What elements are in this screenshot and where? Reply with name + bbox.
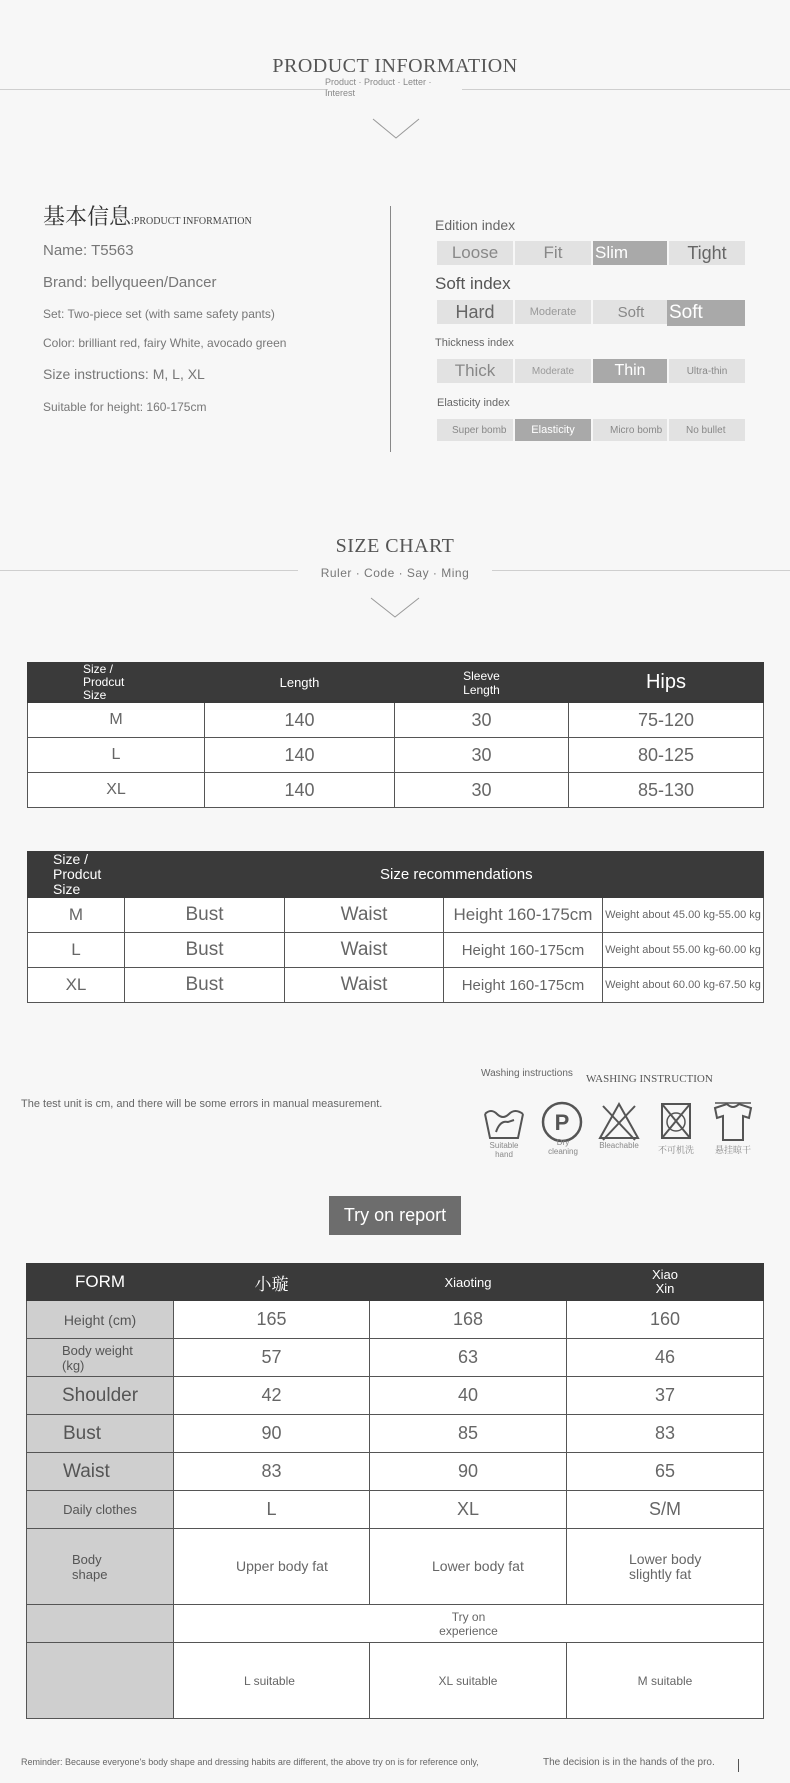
thickness-option-moderate: Moderate [515,359,591,383]
size-header: Size / Prodcut Size [28,852,125,898]
weight-cell: Weight about 55.00 kg-60.00 kg [603,933,764,968]
table-row [28,968,764,1003]
waist-label: Waist [27,1453,174,1491]
chevron-down-icon [370,597,420,619]
daily-clothes-value: XL [370,1491,567,1529]
weight-cell: Weight about 45.00 kg-55.00 kg [603,898,764,933]
height-cell: Height 160-175cm [444,933,603,968]
soft-option-soft: Soft [593,300,669,324]
elasticity-index-label: Elasticity index [437,397,510,409]
thickness-index-label: Thickness index [435,337,514,349]
elasticity-option-no-bullet: No bullet [669,419,745,441]
product-size: Size instructions: M, L, XL [43,366,205,382]
size-chart-subtitle: Ruler · Code · Say · Ming [320,566,470,580]
elasticity-option-micro-bomb: Micro bomb [593,419,667,441]
bust-cell: Bust [125,898,285,933]
model-2-header: Xiaoting [370,1264,567,1301]
info-divider [390,206,391,452]
sleeve-cell: 30 [395,773,569,808]
edition-index-label: Edition index [435,217,516,233]
bust-value: 85 [370,1415,567,1453]
table-row [28,703,764,738]
model-3-header: Xiao Xin [567,1264,764,1301]
experience-result-label-empty [27,1643,174,1719]
bust-cell: Bust [125,933,285,968]
washing-label-small: Washing instructions [481,1068,573,1079]
table-row [28,898,764,933]
length-header: Length [205,663,395,703]
edition-option-slim: Slim [593,241,667,265]
sleeve-length-header: Sleeve Length [395,663,569,703]
try-on-table [26,1263,764,1719]
size-chart-table [27,662,764,808]
soft-index-label: Soft index [435,274,511,293]
height-value: 160 [567,1301,764,1339]
height-label: Height (cm) [27,1301,174,1339]
basic-info-heading [43,200,252,231]
table-row [28,933,764,968]
size-recommendations-header: Size recommendations [125,852,764,898]
hand-wash-icon [482,1100,526,1144]
table-row [27,1453,764,1491]
table-row [27,1415,764,1453]
shoulder-value: 40 [370,1377,567,1415]
product-name: Name: T5563 [43,242,134,259]
weight-value: 63 [370,1339,567,1377]
length-cell: 140 [205,703,395,738]
height-value: 168 [370,1301,567,1339]
hang-dry-caption: 悬挂晾干 [714,1145,751,1155]
body-shape-value: Upper body fat [174,1529,370,1605]
experience-value: L suitable [174,1643,370,1719]
footer-mark [738,1759,739,1772]
table-row [28,773,764,808]
measurement-note: The test unit is cm, and there will be some errors in manual measurement. [21,1098,383,1110]
body-shape-value: Lower body slightly fat [567,1529,764,1605]
waist-value: 90 [370,1453,567,1491]
height-value: 165 [174,1301,370,1339]
bust-label: Bust [27,1415,174,1453]
washing-label-big: WASHING INSTRUCTION [586,1073,713,1085]
experience-label-empty [27,1605,174,1643]
size-header: Size / Prodcut Size [28,663,205,703]
length-cell: 140 [205,738,395,773]
bust-value: 83 [567,1415,764,1453]
size-chart-title: SIZE CHART [335,535,455,557]
table-row [27,1339,764,1377]
try-on-report-button: Try on report [329,1196,461,1235]
waist-value: 83 [174,1453,370,1491]
shoulder-label: Shoulder [27,1377,174,1415]
hips-cell: 85-130 [569,773,764,808]
size-cell: L [28,738,205,773]
product-color: Color: brilliant red, fairy White, avocado green [43,336,287,350]
experience-value: XL suitable [370,1643,567,1719]
product-info-title: PRODUCT INFORMATION [272,55,518,77]
footer-reminder: Reminder: Because everyone's body shape and dressing habits are different, the above try on is for reference only, [21,1757,479,1767]
product-set: Set: Two-piece set (with same safety pants) [43,307,275,321]
table-row [27,1377,764,1415]
hand-wash-caption: Suitable hand [489,1141,519,1159]
waist-value: 65 [567,1453,764,1491]
bust-cell: Bust [125,968,285,1003]
table-row [28,738,764,773]
chevron-down-icon [372,118,420,140]
soft-option-moderate: Moderate [515,300,591,324]
hang-dry-icon [711,1100,755,1144]
product-info-subtitle: Product · Product · Letter · [325,77,432,87]
table-row [27,1605,764,1643]
edition-option-fit: Fit [515,241,591,265]
table-row [27,1301,764,1339]
table-row [27,1491,764,1529]
daily-clothes-value: S/M [567,1491,764,1529]
experience-value: M suitable [567,1643,764,1719]
size-recommendation-table [27,851,764,1003]
no-bleach-icon [597,1100,641,1144]
waist-cell: Waist [285,898,444,933]
thickness-option-ultra-thin: Ultra-thin [669,359,745,383]
try-on-experience-label: Try on experience [174,1605,764,1643]
weight-value: 57 [174,1339,370,1377]
bust-value: 90 [174,1415,370,1453]
edition-option-tight: Tight [669,241,745,265]
form-header: FORM [27,1264,174,1301]
size-cell: M [28,703,205,738]
waist-cell: Waist [285,968,444,1003]
elasticity-option-elasticity: Elasticity [515,419,591,441]
thickness-option-thick: Thick [437,359,513,383]
product-info-subtitle-2: Interest [325,88,356,98]
size-cell: XL [28,773,205,808]
product-brand: Brand: bellyqueen/Dancer [43,274,217,291]
product-height: Suitable for height: 160-175cm [43,400,207,414]
shoulder-value: 42 [174,1377,370,1415]
svg-text:P: P [554,1110,570,1135]
basic-info-heading-en: :PRODUCT INFORMATION [131,216,252,227]
elasticity-option-super-bomb: Super bomb [437,419,513,441]
weight-value: 46 [567,1339,764,1377]
no-machine-wash-caption: 不可机洗 [657,1145,694,1155]
height-cell: Height 160-175cm [444,898,603,933]
shoulder-value: 37 [567,1377,764,1415]
sleeve-cell: 30 [395,703,569,738]
dry-clean-caption: Dry cleaning [548,1138,578,1156]
daily-clothes-label: Daily clothes [27,1491,174,1529]
basic-info-heading-cn: 基本信息 [43,204,132,229]
edition-option-loose: Loose [437,241,513,265]
sleeve-cell: 30 [395,738,569,773]
hips-cell: 75-120 [569,703,764,738]
model-1-header: 小璇 [174,1264,370,1301]
weight-label: Body weight (kg) [27,1339,174,1377]
body-shape-label: Body shape [27,1529,174,1605]
height-cell: Height 160-175cm [444,968,603,1003]
soft-option-hard: Hard [437,300,513,324]
footer-decision: The decision is in the hands of the pro. [543,1757,715,1768]
no-bleach-caption: Bleachable [599,1141,639,1150]
length-cell: 140 [205,773,395,808]
thickness-option-thin: Thin [593,359,667,383]
table-row [27,1643,764,1719]
soft-option-soft-selected: Soft [667,300,745,326]
hips-header: Hips [569,663,764,703]
table-row [27,1529,764,1605]
body-shape-value: Lower body fat [370,1529,567,1605]
weight-cell: Weight about 60.00 kg-67.50 kg [603,968,764,1003]
hips-cell: 80-125 [569,738,764,773]
no-machine-wash-icon [654,1100,698,1144]
waist-cell: Waist [285,933,444,968]
size-cell: M [28,898,125,933]
size-cell: L [28,933,125,968]
daily-clothes-value: L [174,1491,370,1529]
size-cell: XL [28,968,125,1003]
